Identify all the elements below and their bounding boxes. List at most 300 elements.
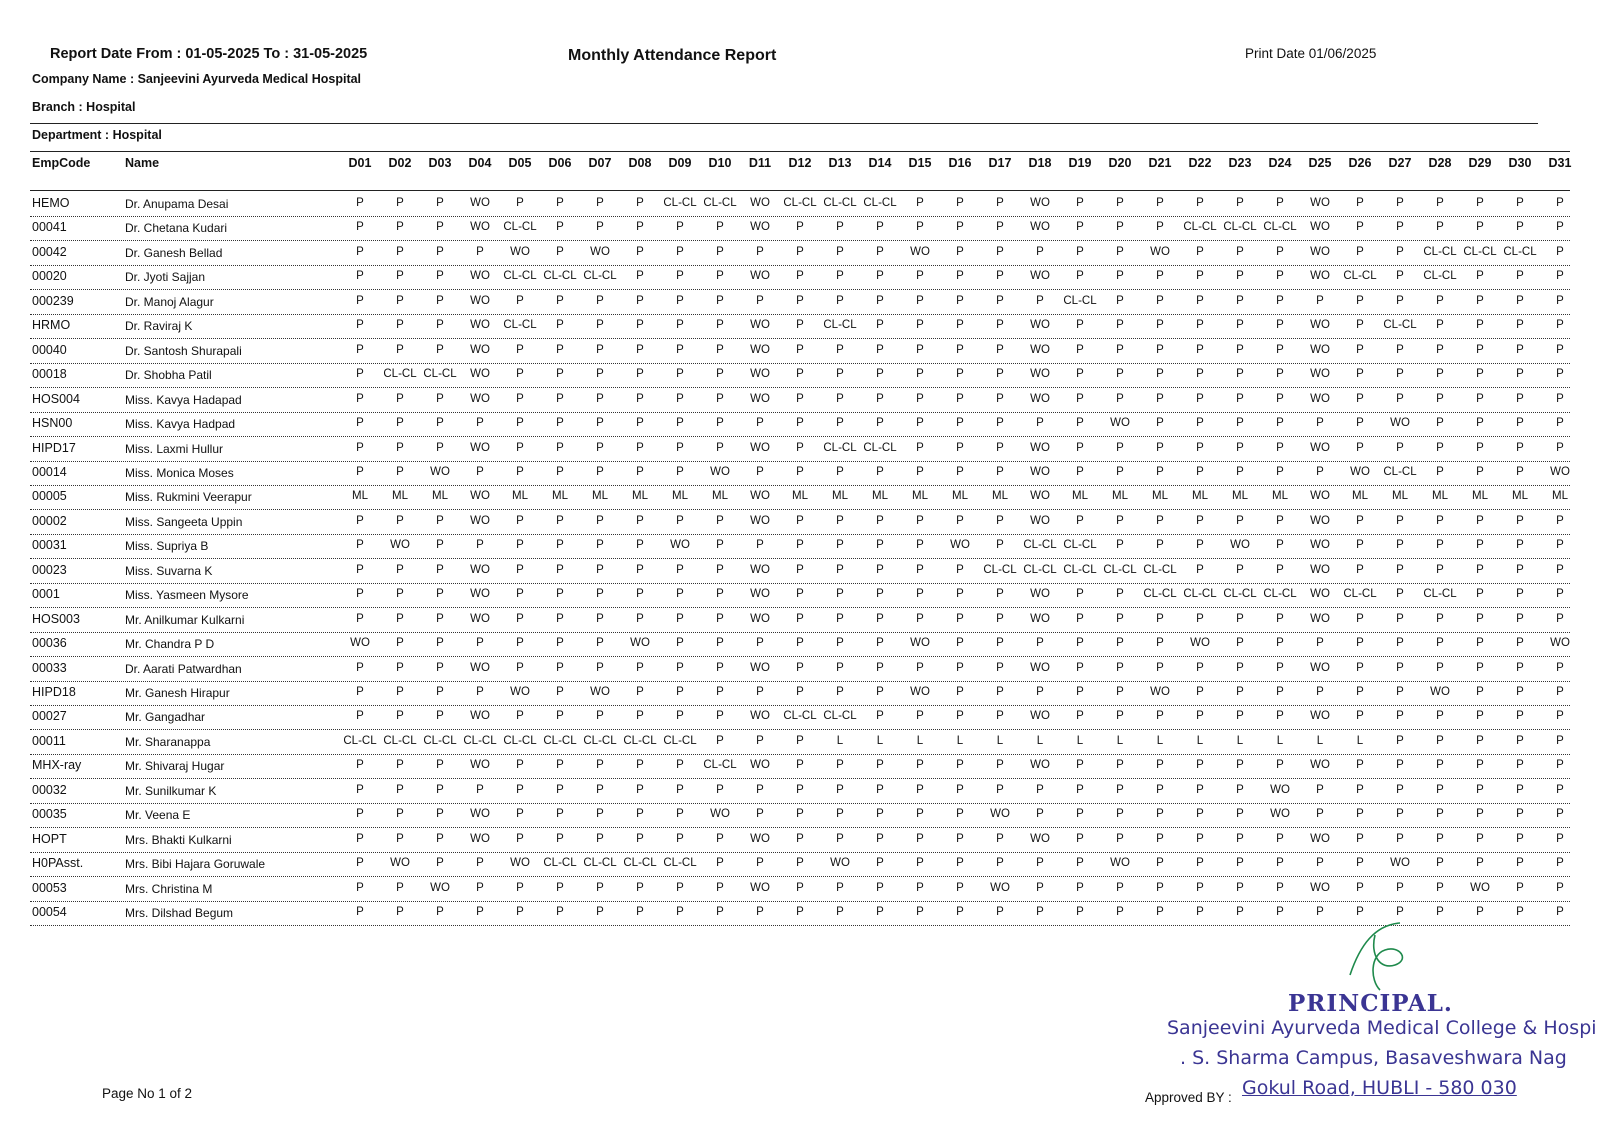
attendance-cell: P (1076, 368, 1084, 381)
attendance-cell: CL-CL (583, 270, 617, 283)
attendance-cell: P (1516, 857, 1524, 870)
column-header-day: D16 (948, 156, 972, 170)
attendance-cell: ML (832, 490, 848, 503)
attendance-cell: ML (1472, 490, 1488, 503)
attendance-cell: WO (750, 441, 770, 454)
attendance-cell: P (1356, 832, 1364, 845)
attendance-cell: P (836, 514, 844, 527)
attendance-cell: WO (1030, 612, 1050, 625)
table-row (0, 367, 1600, 391)
attendance-cell: P (356, 832, 364, 845)
attendance-cell: P (356, 857, 364, 870)
row-separator (30, 827, 1570, 828)
attendance-cell: WO (470, 759, 490, 772)
attendance-cell: P (636, 514, 644, 527)
attendance-cell: P (636, 563, 644, 576)
attendance-cell: P (1476, 783, 1484, 796)
page-number: Page No 1 of 2 (102, 1086, 193, 1101)
attendance-cell: P (436, 319, 444, 332)
attendance-cell: P (516, 906, 524, 919)
attendance-cell: CL-CL (1223, 221, 1257, 234)
attendance-cell: P (1556, 368, 1564, 381)
attendance-cell: P (356, 612, 364, 625)
attendance-cell: P (916, 441, 924, 454)
attendance-cell: P (596, 441, 604, 454)
attendance-cell: P (1476, 808, 1484, 821)
attendance-cell: P (1236, 368, 1244, 381)
attendance-cell: WO (1310, 319, 1330, 332)
column-header-empcode: EmpCode (32, 156, 91, 170)
department-name: Department : Hospital (32, 128, 162, 142)
column-header-day: D03 (428, 156, 452, 170)
emp-code: HIPD17 (32, 440, 76, 455)
emp-code: 00053 (32, 880, 67, 895)
attendance-cell: P (1396, 783, 1404, 796)
attendance-cell: P (796, 808, 804, 821)
attendance-cell: P (1556, 661, 1564, 674)
attendance-cell: P (836, 612, 844, 625)
attendance-cell: P (516, 710, 524, 723)
attendance-cell: ML (1112, 490, 1128, 503)
row-separator (30, 729, 1570, 730)
attendance-cell: WO (750, 514, 770, 527)
emp-code: 00005 (32, 489, 67, 504)
emp-name: Mrs. Bhakti Kulkarni (125, 832, 232, 847)
attendance-cell: P (996, 612, 1004, 625)
table-row (0, 563, 1600, 587)
attendance-cell: P (516, 588, 524, 601)
attendance-cell: P (1396, 197, 1404, 209)
attendance-cell: P (1116, 808, 1124, 821)
attendance-cell: P (636, 832, 644, 845)
attendance-cell: P (1276, 710, 1284, 723)
column-header-day: D23 (1228, 156, 1252, 170)
attendance-cell: P (1036, 245, 1044, 258)
attendance-cell: P (516, 661, 524, 674)
attendance-cell: P (836, 783, 844, 796)
row-separator (30, 363, 1570, 364)
attendance-cell: P (1116, 245, 1124, 258)
attendance-cell: P (1156, 368, 1164, 381)
attendance-cell: P (956, 514, 964, 527)
attendance-cell: P (796, 881, 804, 894)
attendance-cell: P (596, 417, 604, 430)
attendance-cell: P (1276, 563, 1284, 576)
attendance-cell: P (1236, 563, 1244, 576)
attendance-cell: P (1116, 343, 1124, 356)
attendance-cell: P (1236, 906, 1244, 919)
attendance-cell: P (1356, 612, 1364, 625)
column-header-day: D05 (508, 156, 532, 170)
attendance-cell: P (1076, 417, 1084, 430)
attendance-cell: P (1476, 637, 1484, 650)
emp-name: Miss. Kavya Hadapad (125, 392, 242, 407)
attendance-cell: CL-CL (1143, 563, 1177, 576)
attendance-cell: WO (470, 319, 490, 332)
attendance-cell: P (1356, 710, 1364, 723)
emp-code: HSN00 (32, 416, 73, 431)
attendance-cell: P (716, 906, 724, 919)
attendance-cell: P (636, 319, 644, 332)
attendance-cell: ML (672, 490, 688, 503)
attendance-cell: ML (512, 490, 528, 503)
table-row (0, 783, 1600, 807)
stamp-principal-title: PRINCIPAL. (1288, 990, 1453, 1017)
attendance-cell: WO (1310, 490, 1330, 503)
attendance-cell: P (356, 808, 364, 821)
attendance-cell: P (956, 368, 964, 381)
attendance-cell: L (1036, 734, 1044, 747)
attendance-cell: P (836, 637, 844, 650)
attendance-cell: P (756, 857, 764, 870)
attendance-cell: CL-CL (1023, 539, 1057, 552)
attendance-cell: P (1076, 808, 1084, 821)
attendance-cell: WO (1350, 465, 1370, 478)
attendance-cell: P (356, 514, 364, 527)
attendance-cell: CL-CL (623, 734, 657, 747)
attendance-cell: P (396, 392, 404, 405)
attendance-cell: P (596, 563, 604, 576)
row-separator (30, 485, 1570, 486)
attendance-cell: P (1156, 857, 1164, 870)
attendance-cell: P (956, 465, 964, 478)
attendance-cell: P (1036, 294, 1044, 307)
attendance-cell: CL-CL (1023, 563, 1057, 576)
attendance-cell: P (716, 294, 724, 307)
emp-name: Mr. Shivaraj Hugar (125, 759, 225, 774)
attendance-cell: P (796, 294, 804, 307)
attendance-cell: P (356, 221, 364, 234)
attendance-cell: P (1236, 392, 1244, 405)
attendance-cell: P (1236, 759, 1244, 772)
attendance-cell: P (1396, 881, 1404, 894)
attendance-cell: WO (1310, 270, 1330, 283)
attendance-cell: WO (1550, 637, 1570, 650)
attendance-cell: P (1076, 612, 1084, 625)
attendance-cell: P (876, 539, 884, 552)
attendance-cell: P (1156, 343, 1164, 356)
attendance-cell: WO (470, 294, 490, 307)
attendance-cell: WO (750, 661, 770, 674)
attendance-cell: ML (1432, 490, 1448, 503)
emp-name: Miss. Suvarna K (125, 563, 213, 578)
attendance-cell: P (356, 319, 364, 332)
attendance-cell: P (436, 686, 444, 698)
attendance-cell: P (796, 221, 804, 234)
column-header-day: D24 (1268, 156, 1292, 170)
attendance-cell: P (1316, 294, 1324, 307)
attendance-cell: P (476, 417, 484, 430)
attendance-cell: P (796, 734, 804, 747)
column-header-day: D29 (1468, 156, 1492, 170)
attendance-cell: P (436, 637, 444, 650)
attendance-cell: P (356, 441, 364, 454)
attendance-cell: P (1556, 270, 1564, 283)
attendance-cell: P (956, 808, 964, 821)
attendance-cell: P (1356, 881, 1364, 894)
attendance-cell: P (1236, 661, 1244, 674)
attendance-cell: P (676, 294, 684, 307)
attendance-cell: CL-CL (383, 734, 417, 747)
attendance-cell: P (1116, 661, 1124, 674)
attendance-cell: P (1436, 881, 1444, 894)
attendance-cell: WO (750, 392, 770, 405)
attendance-cell: P (1556, 319, 1564, 332)
column-header-day: D28 (1428, 156, 1452, 170)
attendance-cell: P (1156, 710, 1164, 723)
attendance-cell: P (1276, 319, 1284, 332)
attendance-cell: P (836, 221, 844, 234)
attendance-cell: P (1276, 294, 1284, 307)
column-header-day: D20 (1108, 156, 1132, 170)
attendance-cell: P (1476, 710, 1484, 723)
attendance-cell: WO (510, 686, 530, 698)
attendance-cell: P (1156, 197, 1164, 209)
attendance-cell: P (1356, 539, 1364, 552)
emp-code: H0PAsst. (32, 856, 84, 871)
attendance-cell: P (1116, 710, 1124, 723)
attendance-cell: P (916, 588, 924, 601)
emp-code: 00035 (32, 807, 67, 822)
attendance-cell: L (836, 734, 844, 747)
report-title: Monthly Attendance Report (568, 47, 777, 64)
attendance-cell: P (1556, 686, 1564, 698)
attendance-cell: P (1316, 783, 1324, 796)
attendance-cell: P (1076, 710, 1084, 723)
attendance-cell: P (436, 759, 444, 772)
attendance-cell: P (556, 465, 564, 478)
attendance-cell: P (1276, 539, 1284, 552)
attendance-cell: P (876, 783, 884, 796)
attendance-cell: L (956, 734, 964, 747)
attendance-cell: CL-CL (543, 857, 577, 870)
attendance-cell: P (596, 368, 604, 381)
attendance-cell: P (1276, 465, 1284, 478)
attendance-cell: P (476, 857, 484, 870)
attendance-cell: P (836, 906, 844, 919)
attendance-cell: CL-CL (663, 734, 697, 747)
attendance-cell: P (1476, 221, 1484, 234)
attendance-cell: P (676, 465, 684, 478)
attendance-cell: CL-CL (503, 734, 537, 747)
attendance-cell: P (636, 392, 644, 405)
emp-name: Dr. Aarati Patwardhan (125, 661, 242, 676)
attendance-cell: WO (750, 490, 770, 503)
attendance-cell: P (916, 465, 924, 478)
attendance-cell: P (1356, 245, 1364, 258)
attendance-cell: P (836, 417, 844, 430)
attendance-cell: P (876, 343, 884, 356)
attendance-cell: P (676, 661, 684, 674)
attendance-cell: P (396, 612, 404, 625)
attendance-cell: CL-CL (823, 710, 857, 723)
table-row (0, 416, 1600, 440)
attendance-cell: CL-CL (703, 759, 737, 772)
attendance-cell: ML (792, 490, 808, 503)
attendance-cell: P (1436, 319, 1444, 332)
row-separator (30, 681, 1570, 682)
attendance-cell: P (836, 832, 844, 845)
attendance-cell: P (796, 832, 804, 845)
attendance-cell: P (636, 539, 644, 552)
attendance-cell: WO (1030, 368, 1050, 381)
attendance-cell: P (1076, 319, 1084, 332)
attendance-cell: P (436, 417, 444, 430)
attendance-cell: P (396, 319, 404, 332)
attendance-cell: P (596, 343, 604, 356)
attendance-cell: P (1356, 783, 1364, 796)
attendance-cell: WO (1310, 343, 1330, 356)
attendance-cell: P (1516, 710, 1524, 723)
emp-code: MHX-ray (32, 758, 82, 773)
attendance-cell: P (1236, 294, 1244, 307)
attendance-cell: P (996, 368, 1004, 381)
attendance-cell: P (716, 857, 724, 870)
attendance-cell: P (1516, 221, 1524, 234)
attendance-cell: P (916, 417, 924, 430)
attendance-cell: P (1516, 441, 1524, 454)
attendance-cell: P (1116, 612, 1124, 625)
attendance-cell: P (1556, 392, 1564, 405)
attendance-cell: P (516, 417, 524, 430)
attendance-cell: P (356, 294, 364, 307)
attendance-cell: P (1556, 881, 1564, 894)
attendance-cell: P (436, 514, 444, 527)
row-separator (30, 338, 1570, 339)
attendance-cell: L (1196, 734, 1204, 747)
attendance-cell: L (916, 734, 924, 747)
attendance-cell: P (756, 906, 764, 919)
attendance-cell: P (636, 906, 644, 919)
attendance-cell: P (996, 686, 1004, 698)
attendance-cell: P (996, 343, 1004, 356)
attendance-cell: P (1196, 906, 1204, 919)
attendance-cell: P (1356, 417, 1364, 430)
attendance-cell: P (1036, 783, 1044, 796)
attendance-cell: P (916, 857, 924, 870)
attendance-cell: WO (950, 539, 970, 552)
attendance-cell: P (516, 392, 524, 405)
attendance-cell: P (876, 563, 884, 576)
attendance-cell: P (1516, 197, 1524, 209)
row-separator (30, 705, 1570, 706)
attendance-cell: P (916, 612, 924, 625)
attendance-cell: P (636, 465, 644, 478)
attendance-cell: CL-CL (623, 857, 657, 870)
attendance-cell: P (916, 197, 924, 209)
attendance-cell: P (1436, 832, 1444, 845)
attendance-cell: P (356, 197, 364, 209)
attendance-cell: P (556, 759, 564, 772)
attendance-cell: P (1556, 417, 1564, 430)
attendance-cell: P (636, 783, 644, 796)
row-separator (30, 901, 1570, 902)
table-row (0, 441, 1600, 465)
attendance-cell: P (956, 441, 964, 454)
attendance-cell: P (676, 808, 684, 821)
emp-code: HEMO (32, 196, 70, 210)
attendance-cell: P (356, 270, 364, 283)
attendance-cell: CL-CL (1423, 270, 1457, 283)
attendance-cell: P (556, 245, 564, 258)
attendance-cell: CL-CL (1263, 588, 1297, 601)
emp-name: Miss. Laxmi Hullur (125, 441, 224, 456)
column-header-day: D14 (868, 156, 892, 170)
attendance-cell: P (396, 441, 404, 454)
attendance-cell: P (596, 637, 604, 650)
attendance-cell: P (676, 441, 684, 454)
attendance-cell: P (1556, 245, 1564, 258)
attendance-cell: P (476, 783, 484, 796)
attendance-cell: WO (990, 881, 1010, 894)
attendance-cell: P (516, 465, 524, 478)
attendance-cell: P (596, 197, 604, 209)
attendance-cell: P (916, 368, 924, 381)
row-separator (30, 289, 1570, 290)
attendance-cell: P (1396, 270, 1404, 283)
attendance-cell: P (956, 343, 964, 356)
table-row (0, 587, 1600, 611)
attendance-cell: P (1156, 441, 1164, 454)
attendance-cell: WO (1030, 661, 1050, 674)
attendance-cell: P (996, 783, 1004, 796)
attendance-cell: P (1276, 392, 1284, 405)
attendance-cell: P (1036, 686, 1044, 698)
attendance-cell: CL-CL (423, 368, 457, 381)
attendance-cell: P (436, 832, 444, 845)
attendance-cell: P (1516, 588, 1524, 601)
column-header-day: D22 (1188, 156, 1212, 170)
attendance-cell: P (596, 294, 604, 307)
attendance-cell: P (996, 392, 1004, 405)
attendance-cell: P (836, 661, 844, 674)
attendance-cell: WO (1270, 783, 1290, 796)
attendance-cell: P (716, 514, 724, 527)
attendance-cell: P (956, 270, 964, 283)
attendance-cell: P (436, 783, 444, 796)
attendance-cell: P (796, 417, 804, 430)
attendance-cell: P (916, 539, 924, 552)
attendance-cell: P (796, 270, 804, 283)
attendance-cell: CL-CL (863, 197, 897, 209)
attendance-cell: WO (590, 686, 610, 698)
attendance-cell: P (596, 539, 604, 552)
attendance-cell: P (676, 270, 684, 283)
attendance-cell: P (1196, 539, 1204, 552)
attendance-cell: P (1196, 368, 1204, 381)
attendance-cell: P (1356, 294, 1364, 307)
attendance-cell: P (836, 808, 844, 821)
attendance-cell: P (956, 759, 964, 772)
attendance-cell: P (396, 661, 404, 674)
attendance-cell: WO (750, 221, 770, 234)
attendance-cell: P (1356, 368, 1364, 381)
attendance-cell: P (836, 392, 844, 405)
attendance-cell: P (1476, 686, 1484, 698)
attendance-cell: P (996, 710, 1004, 723)
attendance-cell: P (716, 832, 724, 845)
attendance-cell: ML (392, 490, 408, 503)
attendance-cell: L (1236, 734, 1244, 747)
attendance-cell: ML (552, 490, 568, 503)
attendance-cell: P (1436, 368, 1444, 381)
attendance-cell: ML (872, 490, 888, 503)
table-row (0, 245, 1600, 269)
attendance-cell: P (1476, 392, 1484, 405)
attendance-cell: WO (1030, 710, 1050, 723)
emp-code: 00033 (32, 660, 67, 675)
attendance-cell: P (1516, 539, 1524, 552)
